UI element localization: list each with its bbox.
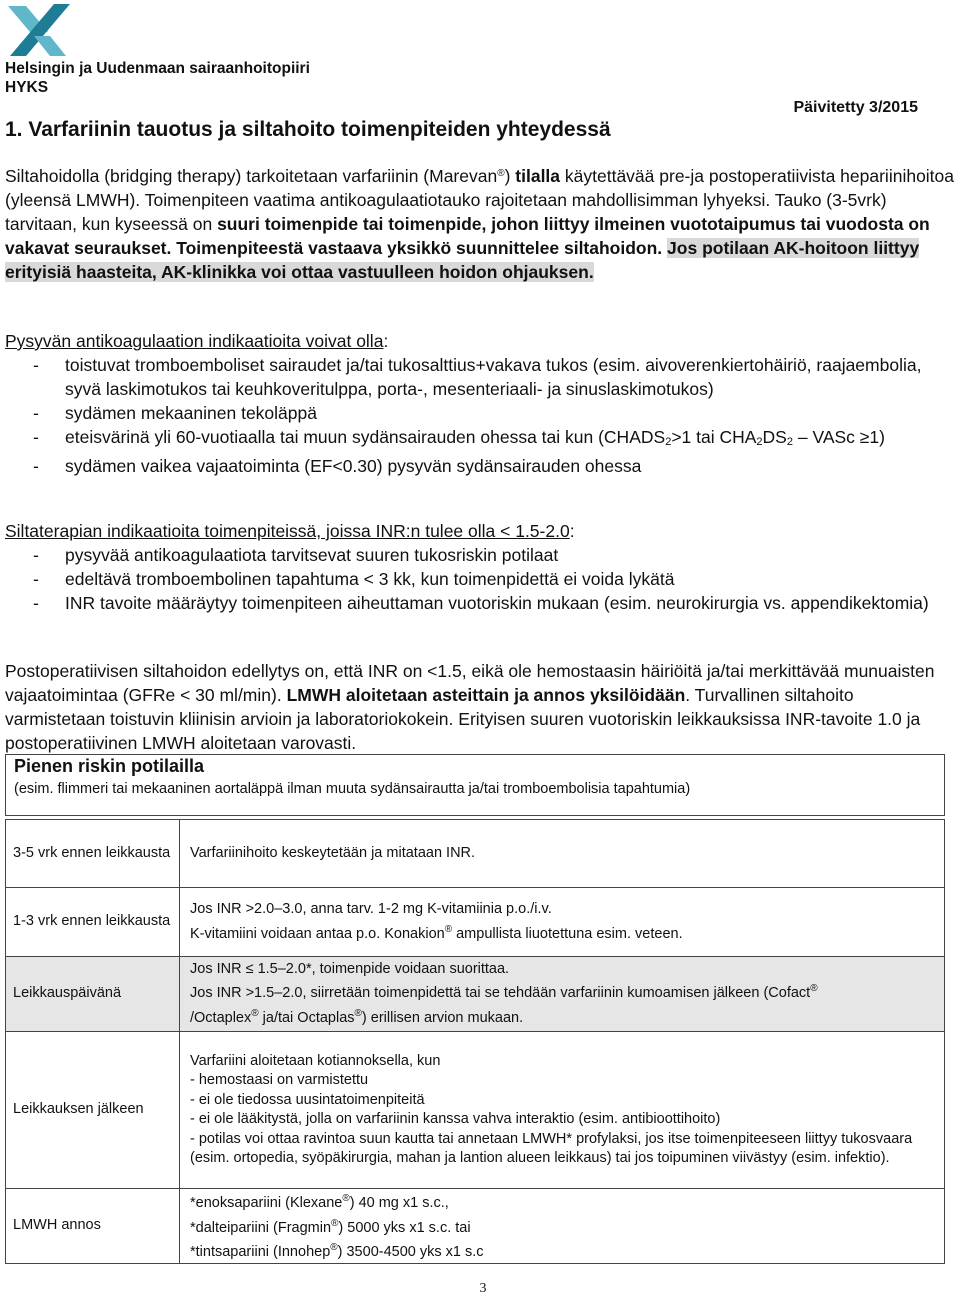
section1-list [5, 353, 957, 478]
konakion-text: K-vitamiini voidaan antaa p.o. Konakion [190, 925, 445, 942]
section-permanent-anticoagulation [5, 329, 957, 478]
timing-cell: Leikkauksen jälkeen [6, 1032, 180, 1189]
registered-mark: ® [444, 923, 453, 935]
dose-text: *tintsapariini (Innohep [190, 1244, 331, 1260]
instruction-line [190, 1214, 944, 1239]
timing-cell: 3-5 vrk ennen leikkausta [6, 820, 180, 888]
instruction-cell: Varfariinihoito keskeytetään ja mitataan INR. [180, 820, 945, 888]
logo-shape-light-2 [34, 36, 66, 56]
list-item: - pysyvää antikoagulaatiota tarvitsevat suuren tukosriskin potilaat [5, 543, 957, 567]
timing-cell: 1-3 vrk ennen leikkausta [6, 888, 180, 957]
instruction-cell [180, 1189, 945, 1264]
instruction-line: Varfariini aloitetaan kotiannoksella, kun [190, 1052, 441, 1069]
section1-heading [5, 329, 957, 353]
table-row [6, 1032, 945, 1189]
af-sub-3: 2 [786, 436, 793, 448]
af-sub-1: 2 [665, 436, 672, 448]
af-text-4: – VASc ≥1) [792, 427, 885, 447]
instruction-line: Jos INR >2.0–3.0, anna tarv. 1-2 mg K-vitamiinia p.o./i.v. [190, 901, 552, 917]
table-row [6, 1189, 945, 1264]
postop-text-1: Postoperatiivisen siltahoidon edellytys on, että INR on <1.5, eikä ole hemostaasin häiriöitä ja/tai merkittävää munuaisten vajaatoimintaa (GFRe < 30 ml/min). [5, 661, 935, 705]
postop-text-2: . Turvallinen siltahoito varmistetaan toistuvin kliinisin arvioin ja laboratoriokokein. Erityisen suuren vuotoriskin leikkauksissa INR-tavoite 1.0 ja postoperatiivinen LMWH aloitetaan varovasti. [5, 685, 921, 753]
section2-list [5, 543, 957, 615]
instruction-cell [180, 888, 945, 957]
registered-mark: ® [331, 1217, 339, 1229]
instruction-line [190, 1189, 944, 1214]
intro-highlight-ak-clinic: Jos potilaan AK-hoitoon liittyy erityisiä haasteita, AK-klinikka voi ottaa vastuulleen hoidon ohjauksen. [5, 238, 920, 282]
intro-text-1: Siltahoidolla (bridging therapy) tarkoitetaan varfariinin (Marevan [5, 166, 498, 186]
intro-bold-major-procedure: suuri toimenpide tai toimenpide, johon liittyy ilmeinen vuototaipumus tai vuodosta on vakavat seuraukset. Toimenpiteestä vastaava yksikkö suunnittelee siltahoidon. [5, 214, 930, 258]
instruction-line [190, 979, 944, 1028]
instruction-line: - ei ole lääkitystä, jolla on varfariinin kanssa vahva interaktio (esim. antibioottihoito) [190, 1111, 721, 1127]
intro-bold-tilalla: tilalla [515, 166, 561, 186]
table-row [6, 957, 945, 1032]
dose-text-2: ) 5000 yks x1 s.c. tai [338, 1219, 471, 1236]
section2-title: Siltaterapian indikaatioita toimenpiteissä, joissa INR:n tulee olla < 1.5-2.0 [5, 521, 570, 541]
section2-heading [5, 519, 957, 543]
list-item [5, 425, 957, 454]
af-text-3: DS [762, 427, 787, 447]
instruction-line: Jos INR ≤ 1.5–2.0*, toimenpide voidaan suorittaa. [190, 960, 510, 977]
intro-text-3: käytettävää pre-ja postoperatiivista hepariinihoitoa (yleensä LMWH). Toimenpiteen vaatima antikoagulaatiotauko rajoitetaan mahdollisimman lyhyeksi. Tauko (3-5vrk) tarvitaan, kun kyseessä on [5, 166, 955, 234]
instruction-line [190, 920, 944, 945]
instruction-line: - hemostaasi on varmistettu [190, 1072, 369, 1088]
list-item: - INR tavoite määräytyy toimenpiteen aiheuttaman vuotoriskin mukaan (esim. neurokirurgia vs. appendikektomia) [5, 591, 957, 615]
postop-bold-lmwh: LMWH aloitetaan asteittain ja annos yksilöidään [286, 685, 686, 705]
timing-cell: LMWH annos [6, 1189, 180, 1264]
reversal-text-4: ) erillisen arvion mukaan. [361, 1009, 524, 1026]
registered-mark: ® [330, 1242, 338, 1253]
list-item: - edeltävä tromboembolinen tapahtuma < 3 kk, kun toimenpidettä ei voida lykätä [5, 567, 957, 591]
af-text-2: >1 tai CHA [671, 427, 757, 447]
reversal-text-2: /Octaplex [190, 1009, 252, 1026]
bridging-schedule-table [5, 819, 945, 1264]
list-item: - sydämen vaikea vajaatoiminta (EF<0.30) pysyvän sydänsairauden ohessa [5, 454, 957, 478]
intro-text-2: ) [504, 166, 516, 186]
low-risk-subtitle: (esim. flimmeri tai mekaaninen aortaläppä ilman muuta sydänsairautta ja/tai tromboembolisia tapahtumia) [14, 781, 691, 797]
registered-mark: ® [354, 1007, 362, 1019]
reversal-text-1: Jos INR >1.5–2.0, siirretään toimenpidettä tai se tehdään varfariinin kumoamisen jälkeen (Cofact [190, 985, 811, 1002]
reversal-text-3: ja/tai Octaplas [258, 1009, 355, 1026]
instruction-line: - ei ole tiedossa uusintatoimenpiteitä [190, 1091, 425, 1108]
postoperative-paragraph [5, 659, 957, 755]
intro-paragraph [5, 162, 957, 284]
org-line-1: Helsingin ja Uudenmaan sairaanhoitopiiri [5, 60, 310, 77]
instruction-cell [180, 957, 945, 1032]
section1-title: Pysyvän antikoagulaation indikaatioita voivat olla [5, 331, 384, 351]
low-risk-title: Pienen riskin potilailla [14, 756, 205, 776]
instruction-line [190, 1238, 944, 1263]
list-item: - toistuvat tromboemboliset sairaudet ja/tai tukosalttius+vakava tukos (esim. aivoverenkiertohäiriö, raajaembolia, syvä laskimotukos tai keuhkoveritulppa, porta-, mesenteriaali- ja sinuslaskimotukos) [5, 353, 957, 401]
dose-text-2: ) 3500-4500 yks x1 s.c [337, 1244, 484, 1260]
registered-mark: ® [251, 1007, 259, 1019]
org-line-2: HYKS [5, 79, 49, 96]
table-row [6, 888, 945, 957]
af-text-1: eteisvärinä yli 60-vuotiaalla tai muun sydänsairauden ohessa tai kun (CHADS [65, 427, 666, 447]
dose-text-2: ) 40 mg x1 s.c., [349, 1195, 449, 1211]
page-number: 3 [479, 1281, 487, 1296]
instruction-line: - potilas voi ottaa ravintoa suun kautta tai annetaan LMWH* profylaksi, jos itse toimenpiteeseen liittyy tukosvaara (esim. ortopedia, syöpäkirurgia, mahan ja lantion alueen leikkaus) tai jos toipuminen viivästyy (esim. infektio). [190, 1130, 913, 1166]
timing-cell: Leikkauspäivänä [6, 957, 180, 1032]
table-row [6, 820, 945, 888]
registered-mark: ® [342, 1193, 350, 1204]
updated-date: Päivitetty 3/2015 [793, 99, 918, 116]
dose-text: *enoksapariini (Klexane [190, 1195, 343, 1211]
dose-text: *dalteipariini (Fragmin [190, 1219, 332, 1236]
registered-mark: ® [497, 168, 505, 179]
section2-colon: : [569, 521, 575, 541]
section1-colon: : [383, 331, 389, 351]
af-sub-2: 2 [756, 436, 763, 448]
konakion-text-2: ampullista liuotettuna esim. veteen. [452, 925, 683, 942]
instruction-cell [180, 1032, 945, 1189]
registered-mark: ® [810, 983, 818, 995]
section-bridging-indications [5, 519, 957, 615]
page-title: 1. Varfariinin tauotus ja siltahoito toimenpiteiden yhteydessä [5, 118, 611, 141]
organization-name [5, 59, 310, 97]
list-item: - sydämen mekaaninen tekoläppä [5, 401, 957, 425]
low-risk-box [5, 754, 945, 816]
hus-logo [4, 2, 74, 60]
